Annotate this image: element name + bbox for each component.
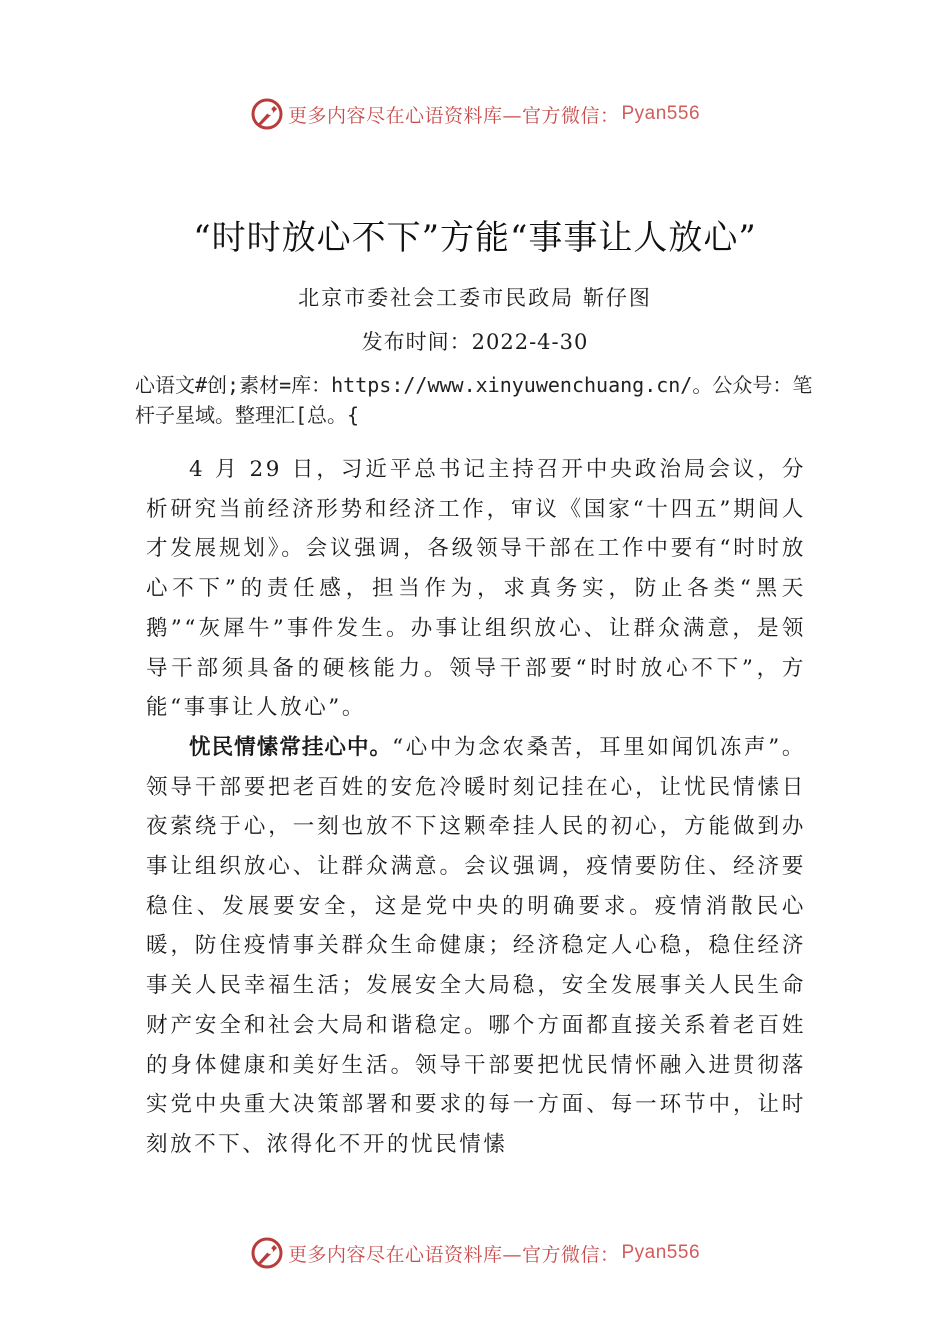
header-banner	[0, 94, 950, 134]
paragraph-2	[146, 728, 806, 1165]
paragraph-1: 4 月 29 日，习近平总书记主持召开中央政治局会议，分析研究当前经济形势和经济工作，审议《国家“十四五”期间人才发展规划》。会议强调，各级领导干部在工作中要有“时时放心不下”的责任感，担当作为，求真务实，防止各类“黑天鹅”“灰犀牛”事件发生。办事让组织放心、让群众满意，是领导干部须具备的硬核能力。领导干部要“时时放心不下”，方能“事事让人放心”。	[146, 457, 806, 721]
paragraph-2-lead: 忧民情愫常挂心中。	[189, 734, 393, 760]
paragraph-2-text: “心中为念农桑苦，耳里如闻饥冻声”。领导干部要把老百姓的安危冷暖时刻记挂在心，让忧民情愫日夜萦绕于心，一刻也放不下这颗牵挂人民的初心，方能做到办事让组织放心、让群众满意。会议强调，疫情要防住、经济要稳住、发展要安全，这是党中央的明确要求。疫情消散民心暖，防住疫情事关群众生命健康；经济稳定人心稳，稳住经济事关人民幸福生活；发展安全大局稳，安全发展事关人民生命财产安全和社会大局和谐稳定。哪个方面都直接关系着老百姓的身体健康和美好生活。领导干部要把忧民情怀融入进贯彻落实党中央重大决策部署和要求的每一方面、每一环节中，让时刻放不下、浓得化不开的忧民情愫	[146, 734, 806, 1157]
banner-text: 更多内容尽在心语资料库—官方微信：	[287, 104, 620, 127]
article-body	[146, 450, 806, 1165]
quill-logo-icon	[250, 1236, 284, 1270]
footer-banner-text: 更多内容尽在心语资料库—官方微信：	[287, 1243, 620, 1266]
publish-date: 发布时间：2022-4-30	[361, 330, 589, 354]
quill-logo-icon	[250, 97, 284, 131]
footer-banner	[0, 1233, 950, 1273]
article-author: 北京市委社会工委市民政局 靳仔图	[298, 286, 652, 310]
source-watermark: 心语文#创;素材=库：https://www.xinyuwenchuang.cn/。公众号：笔杆子星域。整理汇[总。{	[135, 373, 813, 427]
footer-banner-wechat-id: Pyan556	[621, 1242, 701, 1263]
banner-wechat-id: Pyan556	[621, 103, 701, 124]
article-title: “时时放心不下”方能“事事让人放心”	[193, 218, 757, 258]
